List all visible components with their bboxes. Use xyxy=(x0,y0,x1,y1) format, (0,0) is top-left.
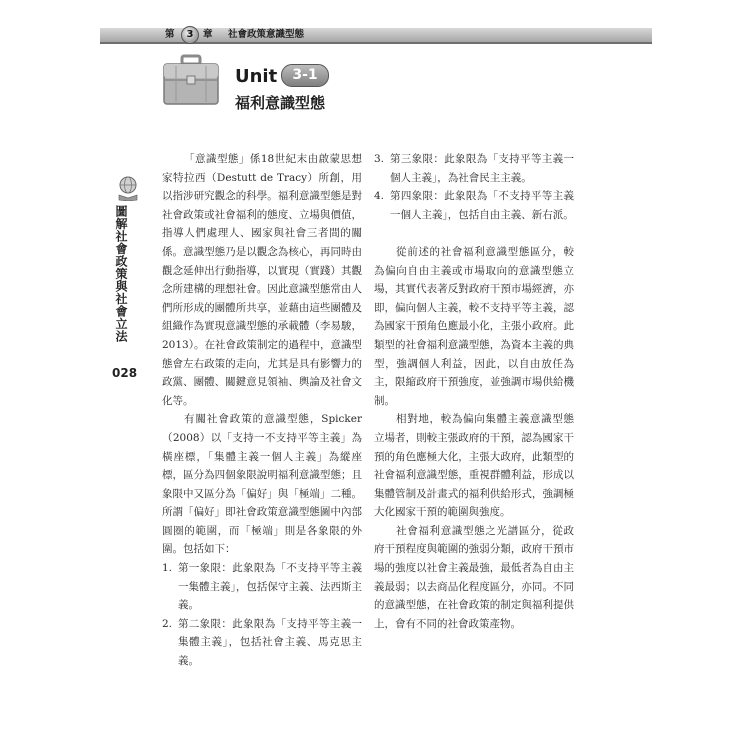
left-text-column xyxy=(162,150,362,671)
quadrant-list xyxy=(162,559,362,671)
list-item-text: 第四象限：此象限為「不支持平等主義一個人主義」，包括自由主義、新右派。 xyxy=(390,190,574,221)
list-item xyxy=(162,559,362,615)
unit-label: Unit xyxy=(235,66,278,87)
page-title: 福利意識型態 xyxy=(235,94,326,112)
list-item xyxy=(374,187,574,224)
paragraph-gap xyxy=(374,224,574,243)
chapter-title: 社會政策意識型態 xyxy=(228,29,305,40)
paragraph: 有關社會政策的意識型態，Spicker（2008）以「支持一不支持平等主義」為橫座標，「集體主義一個人主義」為縱座標，區分為四個象限說明福利意識型態；且象限中又區分為「偏好」與「極端」二種。所謂「偏好」即社會政策意識型態圖中內部圓圈的範圍，而「極端」則是各象限的外圍。包括如下： xyxy=(162,413,362,556)
chapter-number-badge: 3 xyxy=(181,26,199,44)
list-item xyxy=(374,150,574,187)
list-item xyxy=(162,615,362,671)
list-item-text: 第三象限：此象限為「支持平等主義一個人主義」，為社會民主主義。 xyxy=(390,153,574,184)
chapter-suffix: 章 xyxy=(203,29,213,40)
globe-book-icon xyxy=(117,175,139,201)
briefcase-icon xyxy=(162,54,220,106)
right-text-column xyxy=(374,150,574,633)
page-number: 028 xyxy=(112,366,138,380)
paragraph: 「意識型態」係18世紀末由啟蒙思想家特拉西（Destutt de Tracy）所創，用以指涉研究觀念的科學。福利意識型態是對社會政策或社會福利的態度、立場與價值，指導人們處理人、國家與社會三者間的關係。意識型態乃是以觀念為核心，再同時由觀念延伸出行動指導，以實現（實踐）其觀念所建構的理想社會。因此意識型態常由人們所形成的團體所共享，並藉由這些團體及組織作為實現意識型態的承載體（李易駿，2013）。在社會政策制定的過程中，意識型態會左右政策的走向，尤其是具有影響力的政黨、團體、關鍵意見領袖、輿論及社會文化等。 xyxy=(162,153,362,407)
quadrant-list xyxy=(374,150,574,224)
list-number: 2. xyxy=(162,617,173,630)
list-item-text: 第一象限：此象限為「不支持平等主義一集體主義」，包括保守主義、法西斯主義。 xyxy=(178,562,362,612)
list-item-text: 第二象限：此象限為「支持平等主義一集體主義」，包括社會主義、馬克思主義。 xyxy=(178,617,362,668)
list-number: 1. xyxy=(162,562,173,575)
chapter-prefix: 第 xyxy=(165,29,175,40)
paragraph: 社會福利意識型態之光譜區分，從政府干預程度與範圍的強弱分類，政府干預市場的強度以社會主義最強，最低者為自由主義最弱；以去商品化程度區分，亦同。不同的意識型態，在社會政策的制定與福利提供上，會有不同的社會政策產物。 xyxy=(374,524,574,630)
paragraph: 相對地，較為偏向集體主義意識型態立場者，則較主張政府的干預，認為國家干預的角色應極大化，主張大政府，此類型的社會福利意識型態，重視群體利益，形成以集體管制及計畫式的福利供給形式，強調極大化國家干預的範圍與強度。 xyxy=(374,413,574,519)
book-title-vertical: 圖解社會政策與社會立法 xyxy=(114,205,128,343)
paragraph: 從前述的社會福利意識型態區分，較為偏向自由主義或市場取向的意識型態立場，其實代表著反對政府干預市場經濟，亦即，偏向個人主義，較不支持平等主義，認為國家干預角色應最小化，主張小政府。此類型的社會福利意識型態，為資本主義的典型，強調個人利益，因此，以自由放任為主，限縮政府干預強度，並強調市場供給機制。 xyxy=(374,245,574,407)
unit-number-badge: 3-1 xyxy=(281,64,329,87)
list-number: 4. xyxy=(374,190,385,203)
list-number: 3. xyxy=(374,153,385,165)
